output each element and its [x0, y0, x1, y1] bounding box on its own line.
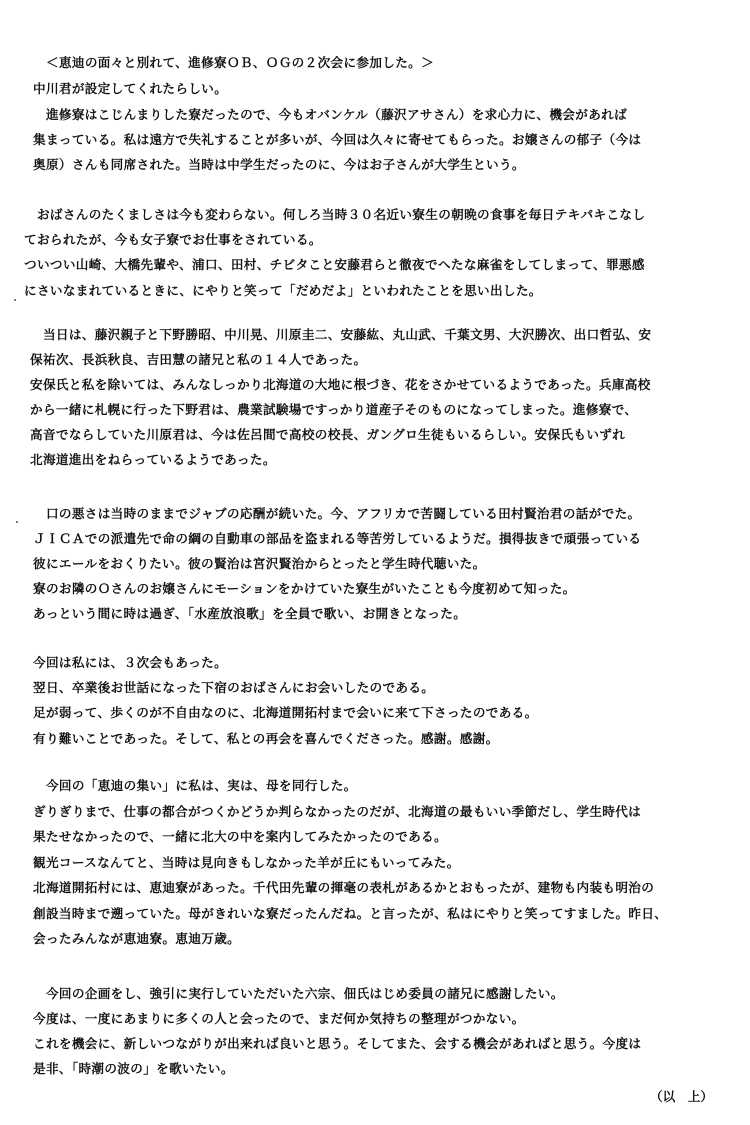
text-line: ぎりぎりまで、仕事の都合がつくかどうか判らなかったのだが、北海道の最もいい季節だし、学生時代は: [33, 804, 642, 819]
text-line: 今回の企画をし、強引に実行していただいた六宗、佃氏はじめ委員の諸兄に感謝したい。: [33, 986, 564, 1001]
text-line: ついつい山崎、大橋先輩や、浦口、田村、チビタこと安藤君らと徹夜でへたな麻雀をしてしまって、罪悪感: [24, 257, 645, 272]
text-line: 会ったみんなが恵迪寮。恵迪万歳。: [33, 931, 241, 946]
text-line: これを機会に、新しいつながりが出来れば良いと思う。そしてまた、会する機会があればと思う。今度は: [33, 1036, 642, 1051]
text-line: 彼にエールをおくりたい。彼の賢治は宮沢賢治からとったと学生時代聴いた。: [33, 556, 486, 571]
scan-speck: [16, 521, 18, 523]
text-line: 観光コースなんてと、当時は見向きもしなかった羊が丘にもいってみた。: [33, 855, 460, 870]
scan-speck: [14, 299, 16, 301]
section-heading: ＜恵迪の面々と別れて、進修寮ＯＢ、ＯＧの２次会に参加した。＞: [46, 55, 435, 70]
text-line: 中川君が設定してくれたらしい。: [33, 81, 228, 96]
text-line: 奥原）さんも同席された。当時は中学生だったのに、今はお子さんが大学生という。: [33, 157, 525, 172]
text-line: おばさんのたくましさは今も変わらない。何しろ当時３０名近い寮生の朝晩の食事を毎日テキパキこなし: [24, 207, 646, 222]
text-line: 今回の「恵迪の集い」に私は、実は、母を同行した。: [33, 778, 357, 793]
text-line: 口の悪さは当時のままでジャブの応酬が続いた。今、アフリカで苦闘している田村賢治君の話がでた。: [33, 506, 641, 521]
text-line: 有り難いことであった。そして、私との再会を喜んでくださった。感謝。感謝。: [33, 731, 499, 746]
text-line: 寮のお隣のＯさんのお嬢さんにモーションをかけていた寮生がいたことも今度初めて知った。: [33, 581, 576, 596]
text-line: 進修寮はこじんまりした寮だったので、今もオバンケル（藤沢アサさん）を求心力に、機会があれば: [33, 107, 628, 122]
text-line: 保祐次、長浜秋良、吉田慧の諸兄と私の１４人であった。: [30, 352, 367, 367]
text-line: 創設当時まで遡っていた。母がきれいな寮だったんだね。と言ったが、私はにやりと笑ってすました。昨日、: [33, 906, 668, 921]
closing-mark: （以 上）: [650, 1089, 713, 1104]
text-line: ＪＩＣＡでの派遣先で命の綱の自動車の部品を盗まれる等苦労しているようだ。損得抜きで頑張っている: [33, 531, 642, 546]
text-line: あっという間に時は過ぎ、「水産放浪歌」を全員で歌い、お開きとなった。: [33, 606, 467, 621]
text-line: 今度は、一度にあまりに多くの人と会ったので、まだ何か気持ちの整理がつかない。: [33, 1011, 525, 1026]
text-line: 北海道開拓村には、恵迪寮があった。千代田先輩の揮毫の表札があるかとおもったが、建物も内装も明治の: [33, 880, 655, 895]
text-line: 是非、「時潮の波の」を歌いたい。: [33, 1061, 234, 1076]
text-line: 高音でならしていた川原君は、今は佐呂間で高校の校長、ガングロ生徒もいるらしい。安保氏もいずれ: [30, 427, 626, 442]
text-line: 当日は、藤沢親子と下野勝昭、中川晃、川原圭二、安藤紘、丸山武、千葉文男、大沢勝次、出口哲弘、安: [30, 327, 652, 342]
text-line: 北海道進出をねらっているようであった。: [30, 452, 276, 467]
text-line: 安保氏と私を除いては、みんなしっかり北海道の大地に根づき、花をさかせているようであった。兵庫高校: [30, 377, 651, 392]
text-line: から一緒に札幌に行った下野君は、農業試験場ですっかり道産子そのものになってしまった。進修寮で、: [30, 402, 638, 417]
text-line: ておられたが、今も女子寮でお仕事をされている。: [24, 232, 322, 247]
text-line: 翌日、卒業後お世話になった下宿のおばさんにお会いしたのである。: [33, 680, 435, 695]
text-line: にさいなまれているときに、にやりと笑って「だめだよ」といわれたことを思い出した。: [24, 283, 542, 298]
text-line: 今回は私には、３次会もあった。: [33, 655, 228, 670]
text-line: 足が弱って、歩くのが不自由なのに、北海道開拓村まで会いに来て下さったのである。: [33, 705, 538, 720]
text-line: 集まっている。私は遠方で失礼することが多いが、今回は久々に寄せてもらった。お嬢さんの郁子（今は: [33, 132, 642, 147]
text-line: 果たせなかったので、一緒に北大の中を案内してみたかったのである。: [33, 829, 447, 844]
